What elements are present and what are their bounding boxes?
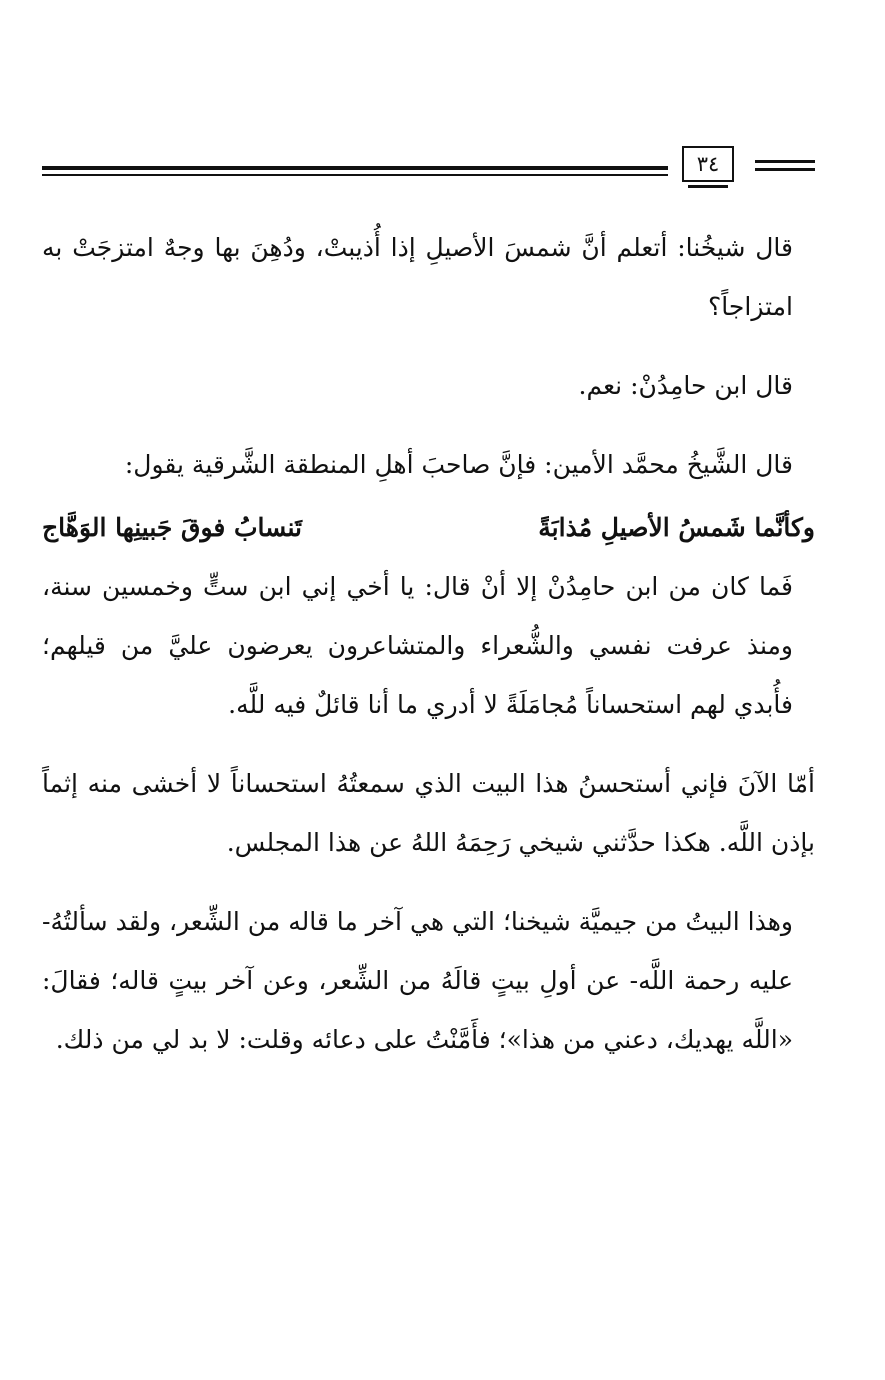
page-number: ٣٤ (682, 146, 734, 182)
paragraph: وهذا البيتُ من جيميَّة شيخنا؛ التي هي آخر ما قاله من الشِّعر، ولقد سألتُهُ- عليه رحمة اللَّه- عن أولِ بيتٍ قالَهُ من الشِّعر، وعن آخر بيتٍ قاله؛ فقالَ: «اللَّه يهديك، دعني من هذا»؛ فأَمَّنْتُ على دعائه وقلت: لا بد لي من ذلك. (42, 907, 793, 1054)
header-rule-short (755, 160, 815, 163)
paragraph: قال ابن حامِدُنْ: نعم. (578, 371, 793, 400)
page-body (42, 218, 815, 1069)
paragraph: أمّا الآنَ فإني أستحسنُ هذا البيت الذي سمعتُهُ استحساناً لا أخشى منه إثماً بإذن اللَّه. هكذا حدَّثني شيخي رَحِمَهُ اللهُ عن هذا المجلس. (42, 769, 815, 857)
paragraph: فَما كان من ابن حامِدُنْ إلا أنْ قال: يا أخي إني ابن ستٍّ وخمسين سنة، ومنذ عرفت نفسي والشُّعراء والمتشاعرون يعرضون عليَّ من قيلهم؛ فأُبدي لهم استحساناً مُجامَلَةً لا أدري ما أنا قائلٌ فيه للَّه. (42, 572, 793, 719)
header-rule (42, 166, 668, 170)
header-rule-short (755, 168, 815, 171)
paragraph: قال شيخُنا: أتعلم أنَّ شمسَ الأصيلِ إذا أُذيبتْ، ودُهِنَ بها وجهٌ امتزجَتْ به امتزاجاً؟ (42, 233, 793, 321)
verse-first-hemistich: وكأنَّما شَمسُ الأصيلِ مُذابَةً (538, 513, 815, 542)
paragraph: قال الشَّيخُ محمَّد الأمين: فإنَّ صاحبَ أهلِ المنطقة الشَّرقية يقول: (124, 450, 793, 479)
header-rule (42, 174, 668, 176)
poetry-verse (42, 498, 815, 557)
page-header (42, 146, 815, 186)
verse-second-hemistich: تَنسابُ فوقَ جَبينِها الوَهَّاج (42, 513, 302, 542)
